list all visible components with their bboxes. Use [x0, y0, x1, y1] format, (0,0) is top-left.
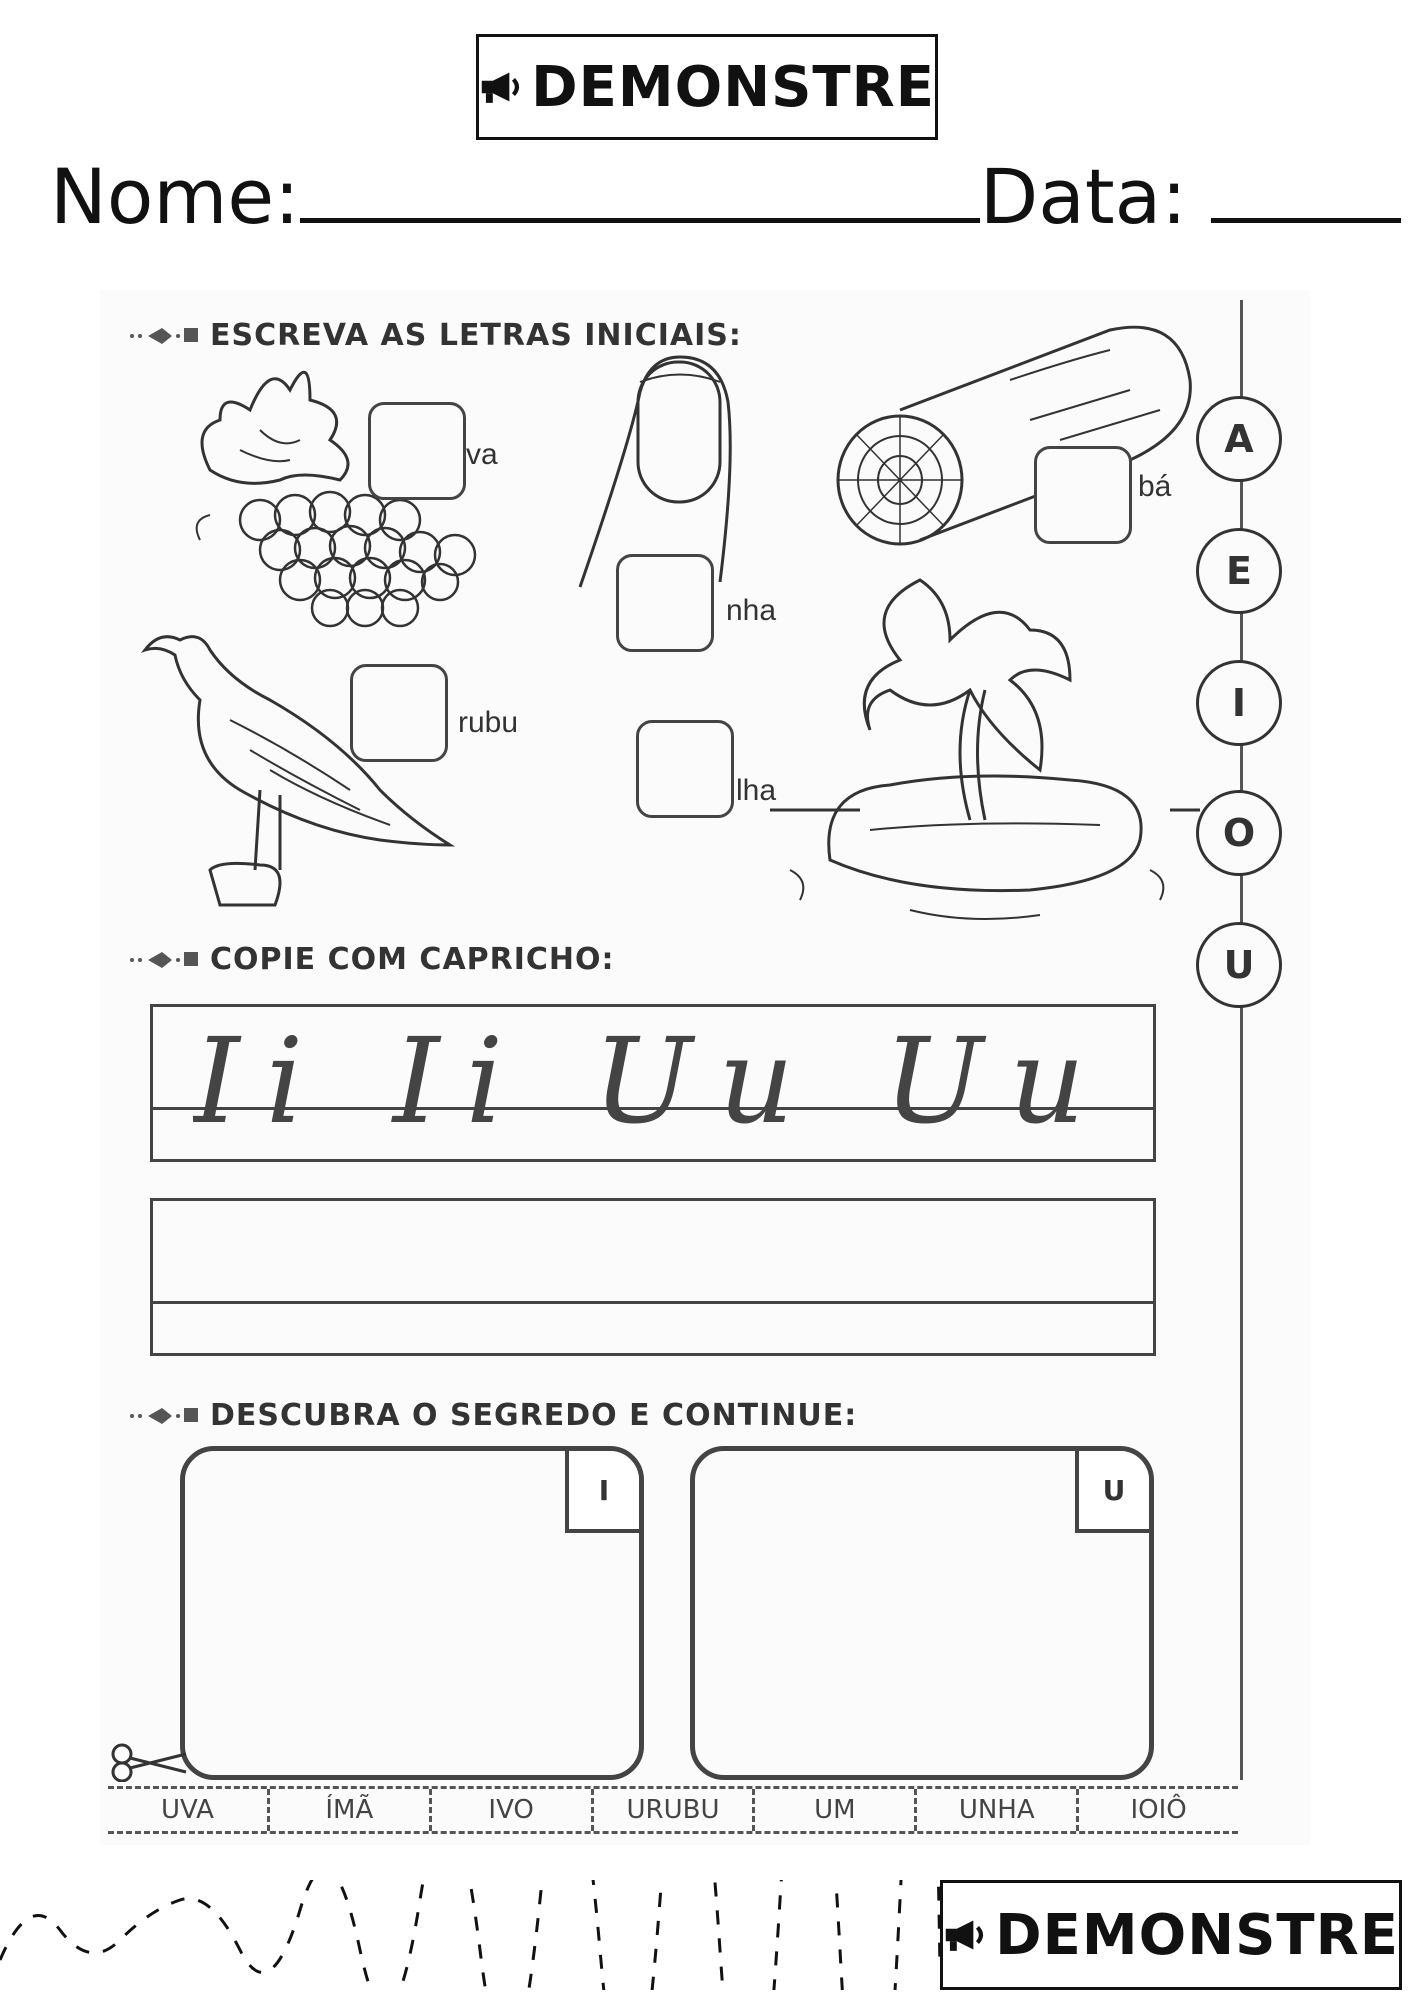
megaphone-icon [479, 62, 523, 112]
logo-text: DEMONSTRE [531, 54, 935, 120]
cut-word[interactable]: URUBU [594, 1789, 756, 1831]
suffix-3: bá [1138, 470, 1172, 503]
cut-word[interactable]: ÍMÃ [270, 1789, 432, 1831]
megaphone-icon [943, 1910, 987, 1960]
vowel-circle-i: I [1196, 660, 1282, 746]
cut-word[interactable]: UVA [108, 1789, 270, 1831]
cut-word[interactable]: IVO [432, 1789, 594, 1831]
vowel-circle-u: U [1196, 922, 1282, 1008]
secret-box-i[interactable] [180, 1446, 644, 1780]
section1-title: ESCREVA AS LETRAS INICIAIS: [128, 318, 742, 353]
date-label: Data: [979, 152, 1187, 241]
date-field[interactable] [1211, 218, 1401, 223]
cut-word[interactable]: UNHA [917, 1789, 1079, 1831]
name-field[interactable] [300, 218, 980, 223]
suffix-1: va [466, 438, 498, 471]
copy-writing-row[interactable] [150, 1198, 1156, 1356]
log-icon [830, 320, 1200, 560]
cursive-model-text: Ii Ii Uu Uu [193, 1012, 1112, 1150]
bottom-logo [940, 1880, 1402, 1990]
vowel-circle-a: A [1196, 396, 1282, 482]
logo-text: DEMONSTRE [995, 1902, 1399, 1968]
letter-box-4[interactable] [350, 664, 448, 762]
pencil-bullet-icon [128, 947, 200, 973]
vowel-rail [1240, 300, 1243, 1780]
suffix-2: nha [726, 594, 777, 627]
cut-word[interactable]: UM [755, 1789, 917, 1831]
vowel-circle-e: E [1196, 528, 1282, 614]
letter-box-3[interactable] [1034, 446, 1132, 544]
suffix-5: lha [736, 774, 777, 807]
island-icon [770, 570, 1210, 940]
scissors-icon [108, 1742, 188, 1782]
vowel-circle-o: O [1196, 790, 1282, 876]
suffix-4: rubu [458, 706, 519, 739]
dashed-wave-decoration [0, 1880, 940, 1990]
secret-box-u-letter: U [1075, 1451, 1149, 1533]
secret-box-i-letter: I [565, 1451, 639, 1533]
section3-title: DESCUBRA O SEGREDO E CONTINUE: [128, 1398, 857, 1433]
top-logo [476, 34, 938, 140]
section2-title: COPIE COM CAPRICHO: [128, 942, 615, 977]
secret-box-u[interactable] [690, 1446, 1154, 1780]
letter-box-5[interactable] [636, 720, 734, 818]
cut-word[interactable]: IOIÔ [1130, 1795, 1187, 1825]
pencil-bullet-icon [128, 323, 200, 349]
letter-box-1[interactable] [368, 402, 466, 500]
cut-word-strip [108, 1786, 1238, 1834]
name-date-row [50, 152, 1390, 241]
name-label: Nome: [50, 152, 300, 241]
copy-model-row [150, 1004, 1156, 1162]
pencil-bullet-icon [128, 1403, 200, 1429]
letter-box-2[interactable] [616, 554, 714, 652]
